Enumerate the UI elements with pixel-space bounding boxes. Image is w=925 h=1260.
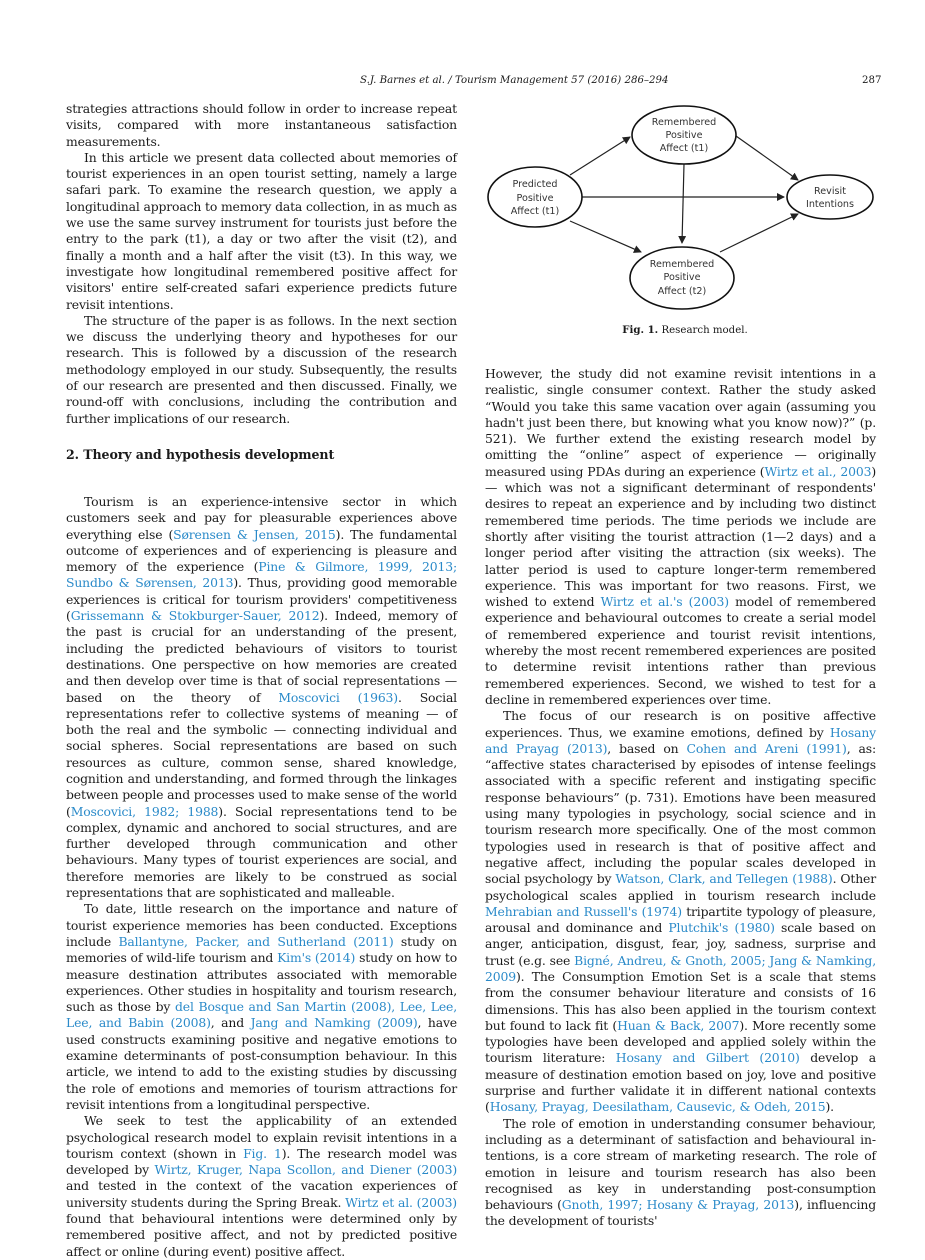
edge-predicted-to-rem-t1 xyxy=(570,137,630,175)
figure-label: Fig. 1. xyxy=(622,324,659,336)
citation-link[interactable]: Watson, Clark, and Tellegen (1988) xyxy=(615,871,833,887)
citation-link[interactable]: Huan & Back, 2007 xyxy=(617,1017,740,1033)
text: , based on xyxy=(607,740,687,756)
text: ). The fundamental outcome of experiences and of experiencing is pleasure and memory of the experience ( xyxy=(66,526,457,575)
citation-link[interactable]: Gnoth, 1997; Hosany & Prayag, 2013 xyxy=(561,1197,795,1213)
text: However, the study did not examine revisit intentions in a realistic, single consumer context. Rather the study asked “Would you take this same vacation over again (assuming you hadn't just been there, but knowing what you know now)?” (p. 521). We further extend the existing research model by omitting the “online” aspect of experience — originally measured using PDAs during an experience ( xyxy=(485,366,876,479)
edge-rem-t1-to-revisit xyxy=(736,136,798,180)
left-column xyxy=(66,101,457,1260)
text: tripartite typology of pleasure, arousal and dominance and xyxy=(485,903,876,936)
research-model-diagram xyxy=(480,100,890,320)
citation-link[interactable]: Sørensen & Jensen, 2015 xyxy=(173,526,336,542)
svg-text:Revisit: Revisit xyxy=(814,186,846,197)
citation-link[interactable]: Kim's (2014) xyxy=(277,950,356,966)
svg-text:Affect (t2): Affect (t2) xyxy=(657,286,707,297)
text: , have used constructs examining positive and negative emotions to examine determinants of post-consumption behaviour. In this article, we intend to add to the existing studies by discussing the role of emotions and memories of tourism attractions for revisit intentions from a longitudinal perspective. xyxy=(66,1015,457,1112)
citation-link[interactable]: Hosany and Gilbert (2010) xyxy=(615,1050,800,1066)
citation-link[interactable]: Moscovici (1963) xyxy=(278,689,398,705)
svg-text:Intentions: Intentions xyxy=(805,199,855,210)
text: develop a measure of destination emotion based on joy, love and positive surprise and further validate it in different national contexts ( xyxy=(485,1050,876,1115)
svg-text:Predicted: Predicted xyxy=(512,179,558,190)
figure-research-model xyxy=(480,100,890,345)
edge-rem-t2-to-revisit xyxy=(720,214,798,252)
paragraph xyxy=(66,1113,457,1260)
svg-text:Positive: Positive xyxy=(663,272,701,283)
text: ), influencing the development of tourists' xyxy=(485,1197,877,1229)
text: We seek to test the applicability of an extended psychological research model to explain revisit intentions in a tourism context (shown in xyxy=(66,1113,457,1161)
svg-text:Affect (t1): Affect (t1) xyxy=(659,143,709,154)
citation-link[interactable]: Bigné, Andreu, & Gnoth, 2005; Jang & Namking, 2009 xyxy=(485,952,876,984)
paragraph: In this article we present data collected about memories of tourist experiences in an open tourist setting, namely a large safari park. To examine the research question, we apply a longitudinal approach to memory data collection, in as much as we use the same survey instrument for tourists just before the entry to the park (t1), a day or two after the visit (t2), and finally a month and a half after the visit (t3). In this way, we investigate how longitudinal remembered positive affect for visitors' entire self-created safari experience predicts future revisit intentions. xyxy=(66,149,457,312)
citation-link[interactable]: Cohen and Areni (1991) xyxy=(686,740,847,756)
citation-link[interactable]: Jang and Namking (2009) xyxy=(250,1015,418,1031)
paragraph: The structure of the paper is as follows. In the next section we discuss the underlying theory and hypotheses for our research. This is followed by a discussion of the research methodology employed in our study. Subsequently, the results of our research are presented and then discussed. Finally, we round-off with conclusions, including the contribution and further implications of our research. xyxy=(66,312,457,426)
text: ). Social representations tend to be complex, dynamic and anchored to social structures, and are further developed through communication and other behaviours. Many types of tourist experiences are social, and therefore memories are likely to be construed as social representations that are sophisticated and malleable. xyxy=(66,803,457,901)
text: ). Indeed, memory of the past is crucial for an understanding of the present, including the predicted behaviours of visitors to tourist destinations. One perspective on how memories are created and then develop over time is that of social representations — based on the theory of xyxy=(66,608,457,705)
figure-link[interactable]: Fig. 1 xyxy=(243,1145,282,1161)
figure-caption-text: Research model. xyxy=(661,325,748,336)
svg-text:Remembered: Remembered xyxy=(649,259,715,270)
edge-rem-t1-to-rem-t2 xyxy=(682,164,684,243)
text: scale based on anger, anticipation, disgust, fear, joy, sadness, surprise and trust (e.g. see xyxy=(485,920,876,968)
text: . Social representations refer to collective systems of meaning — of both the real and the symbolic — connecting individual and social spheres. Social representations are based on such resources as culture, common sense, shared knowledge, cognition and understanding, and formed through the linkages between people and processes used to make sense of the world ( xyxy=(66,689,457,819)
paragraph xyxy=(485,1116,876,1230)
citation-link[interactable]: Wirtz et al.'s (2003) xyxy=(600,594,729,610)
text: ). Thus, providing good memorable experiences is critical for tourism providers' competitiveness ( xyxy=(66,575,458,624)
paragraph: strategies attractions should follow in order to increase repeat visits, compared with more instantaneous satisfaction measurements. xyxy=(66,101,457,149)
text: , as: “affective states characterised by episodes of intense feelings associated with a specific referent and instigating specific response behaviours” (p. 731). Emotions have been measured using many typologies in psychology, social science and in tourism research more specifically. One of the most common typologies used in research is that of positive affect and negative affect, including the popular scales developed in social psychology by xyxy=(485,740,876,887)
citation-link[interactable]: Mehrabian and Russell's (1974) xyxy=(485,903,682,919)
text: The role of emotion in understanding consumer behaviour, including as a determinant of satisfaction and behavioural intentions, is a core stream of marketing research. The role of emotion in leisure and tourism research has also been recognised as key in understanding post-consumption behaviours ( xyxy=(485,1115,876,1213)
citation-link[interactable]: Grissemann & Stokburger-Sauer, 2012 xyxy=(70,608,320,624)
citation-link[interactable]: Plutchik's (1980) xyxy=(668,920,775,936)
text: and tested in the context of the vacation experiences of university students during the Spring Break. xyxy=(66,1178,457,1210)
text: study on how to measure destination attributes associated with memorable experiences. Other studies in hospitality and tourism research, such as those by xyxy=(66,950,458,1015)
text: ). xyxy=(825,1099,834,1115)
figure-caption xyxy=(480,324,890,336)
svg-text:Affect (t1): Affect (t1) xyxy=(510,206,560,217)
edge-predicted-to-rem-t2 xyxy=(570,221,641,252)
text: ). More recently some typologies have been developed and applied solely within the tourism literature: xyxy=(485,1017,876,1066)
paragraph xyxy=(66,494,457,901)
node-revisit-intentions xyxy=(787,175,873,219)
citation-link[interactable]: Hosany, Prayag, Deesilatham, Causevic, & Odeh, 2015 xyxy=(489,1099,826,1115)
svg-text:Positive: Positive xyxy=(516,193,554,204)
text: . Other psychological scales applied in tourism research include xyxy=(485,871,876,903)
paragraph xyxy=(485,708,876,1115)
citation-link[interactable]: Wirtz et al. (2003) xyxy=(345,1194,457,1210)
text: ) — which was not a significant determinant of respondents' desires to repeat an experience and by including two distinct remembered time periods. The time periods we include are shortly after visiting the tourist attraction (1—2 days) and a longer period after visiting the attraction (six weeks). The latter period is used to capture longer-term remembered experience. This was important for two reasons. First, we wished to extend xyxy=(485,463,876,610)
citation-link[interactable]: Wirtz, Kruger, Napa Scollon, and Diener (2003) xyxy=(154,1162,458,1178)
text: ). The Consumption Emotion Set is a scale that stems from the consumer behaviour literature and consists of 16 dimensions. This has also been applied in the tourism context but found to lack fit ( xyxy=(485,968,876,1033)
citation-link[interactable]: Moscovici, 1982; 1988 xyxy=(70,803,219,819)
text: Tourism is an experience-intensive sector in which customers seek and pay for pleasurable experiences above everything else ( xyxy=(66,493,457,542)
journal-citation: S.J. Barnes et al. / Tourism Management 57 (2016) 286–294 xyxy=(360,75,669,86)
running-header xyxy=(0,75,925,89)
citation-link[interactable]: Wirtz et al., 2003 xyxy=(764,463,872,479)
citation-link[interactable]: Pine & Gilmore, 1999, 2013; Sundbo & Sørensen, 2013 xyxy=(66,559,457,591)
right-column xyxy=(485,366,876,1230)
page-number: 287 xyxy=(862,75,882,86)
svg-text:Remembered: Remembered xyxy=(651,117,717,128)
text: ). The research model was developed by xyxy=(66,1145,457,1178)
citation-link[interactable]: del Bosque and San Martin (2008), Lee, Lee, Lee, and Babin (2008) xyxy=(66,999,457,1031)
paragraph xyxy=(485,366,876,708)
text: study on memories of wild-life tourism and xyxy=(66,933,457,966)
text: To date, little research on the importance and nature of tourist experience memories has been conducted. Exceptions include xyxy=(66,901,457,949)
text: The focus of our research is on positive affective experiences. Thus, we examine emotions, defined by xyxy=(485,708,876,740)
citation-link[interactable]: Hosany and Prayag (2013) xyxy=(485,724,876,756)
svg-text:Positive: Positive xyxy=(665,130,703,141)
text: model of remembered experience and behavioural outcomes to create a serial model of remembered experience and tourist revisit intentions, whereby the most recent remembered experiences are posited to determine revisit intentions rather than previous remembered experiences. Second, we wished to test for a decline in remembered experiences over time. xyxy=(485,594,876,707)
text: found that behavioural intentions were determined only by remembered positive affect, and not by predicted positive affect or online (during event) positive affect. xyxy=(66,1211,457,1259)
paragraph xyxy=(66,901,457,1113)
section-heading: 2. Theory and hypothesis development xyxy=(66,446,335,462)
text: , and xyxy=(210,1015,251,1031)
citation-link[interactable]: Ballantyne, Packer, and Sutherland (2011) xyxy=(118,933,394,949)
